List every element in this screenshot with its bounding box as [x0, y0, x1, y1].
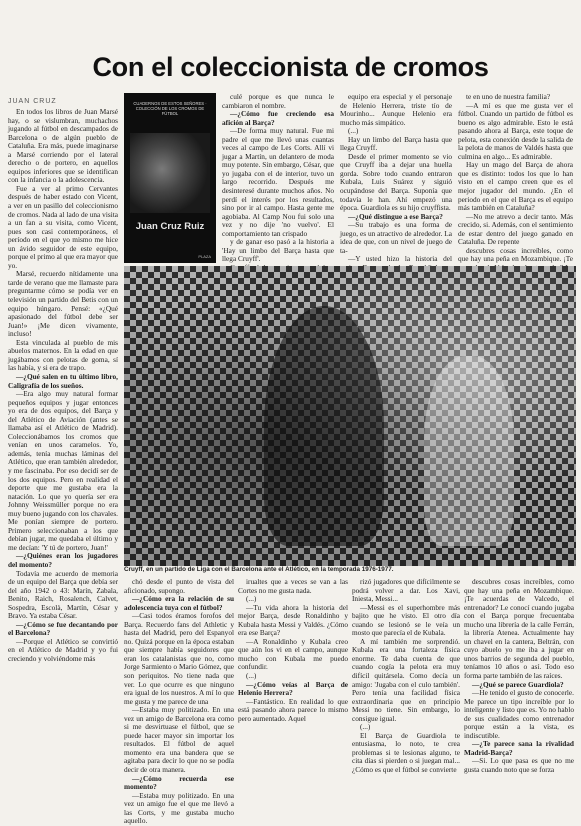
article-paragraph: —¿Cómo recuerda ese momento? — [124, 773, 234, 792]
article-paragraph: —¿Cómo se fue decantando por el Barcelona? — [8, 619, 118, 638]
article-paragraph: (...) — [246, 671, 257, 681]
article-column-3 — [124, 577, 234, 826]
article-paragraph: —¿Qué distingue a ese Barça? — [348, 211, 443, 221]
article-paragraph: (...) — [246, 594, 257, 604]
article-paragraph: Hay un mago del Barça de ahora que es distinto: todos los que lo han visto en el campo creen que es el mejor jugador del mundo. ¿En el periodo en el que el Barça es el equipo más también en Cataluña? — [458, 160, 573, 213]
player-figure-2 — [424, 356, 514, 546]
article-paragraph: —¿Qué se parece Guardiola? — [472, 679, 564, 689]
article-paragraph: —Su trabajo es una forma de juego, es un atractivo de alrededor. La idea de que, con un nivel de juego de ta- — [340, 220, 452, 255]
article-paragraph: (...) — [348, 126, 359, 136]
article-paragraph: —¿Quiénes eran los jugadores del momento? — [8, 551, 118, 569]
article-paragraph: (...) — [360, 722, 371, 732]
article-paragraph: —¿Te parece sana la rivalidad Madrid-Barça? — [464, 739, 574, 757]
article-paragraph: chó desde el punto de vista del aficionado, supongo. — [124, 577, 234, 595]
article-column-2 — [222, 93, 334, 263]
article-paragraph: —¿Cómo era la relación de su adolescencia tuya con el fútbol? — [124, 594, 234, 612]
article-paragraph: descubres cosas increíbles, como que hay una peña en Mozambique. ¡Te — [458, 245, 573, 264]
article-paragraph: —¿Cómo fue creciendo esa afición al Barça? — [222, 109, 334, 127]
article-paragraph: En todos los libros de Juan Marsé hay, o se vislumbran, muchachos jugando al fútbol en descampados de Barcelona o de algún pueblo de Cataluña. Era más, puede imaginarse a Marsé corriendo por el lateral derecho o de portero, en aquellos equipos inferiores que se identifican con la infancia o la adolescencia. — [8, 107, 118, 185]
article-paragraph: Fue a ver al primo Cervantes después de haber estado con Vicent, a ver en un pasillo del coleccionismo de cromos. Nada al lado de una visita a un fan a su visita, como Vicent, pues son casi contemporáneos, el período en el que yo mismo me hice un ávido seguidor de este equipo, porque el primo al que era mayor que yo. — [8, 183, 118, 270]
article-paragraph: A mí también me sorprendió. Kubala era una fortaleza física enorme. Te daba cuenta de que cuando cogía la pelota era muy difícil quitársela. Como decía un amigo: 'Jugaba con el culo también'. Pero tenía una facilidad física extraordinaria que en principio Messi no tiene. Sin embargo, lo consigue igual. — [352, 636, 460, 723]
article-paragraph: —De forma muy natural. Fue mi padre el que me llevó unas cuantas veces al campo de Les Corts. Allí vi jugar a Martín, un delantero de moda muy potente. Sin embargo, César, que yo jugaba con el de interior, tuvo un largo recorrido. Después me desinteresé durante muchos años. No perdí el interés por los resultados, sino por ir al campo. Hasta gente me agobiaba. Al Camp Nou fui solo una vez y no dije 'no vuelvo'. El comportamiento tan crispado — [222, 126, 334, 238]
article-paragraph: Marsé, recuerdo nítidamente una tarde de verano que me llamaste para preguntarme cómo se podía ver en televisión un partido del Betis con un equipo húngaro. Pensé: «¿Qué apasionado del fútbol debe ser Juan!» ¡Me dicen vivamente, incluso! — [8, 269, 118, 339]
book-cover — [124, 93, 216, 263]
article-paragraph: —Y usted hizo la historia del — [348, 254, 452, 264]
article-paragraph: —No me atrevo a decir tanto. Más crecido, si. Además, con el sentimiento de estar dentro del juego ganado en Cataluña. De repente — [458, 211, 573, 247]
article-paragraph: descubres cosas increíbles, como que hay una peña en Mozambique. ¡Te acuerdas de Valcedo, el entrenador? Le conocí cuando jugaba con el Barça porque frecuentaba mucho una librería de la calle Ferrán, la librería Atenea. Actualmente hay un chavel en la cantera, Beltrán, con cuyo abuelo yo me iba a jugar en unos barrios de segunda del pueblo, teníamos 10 años o así. Todo eso forma parte también de las raíces. — [464, 577, 574, 681]
article-paragraph: —He tenido el gusto de conocerle. Me parece un tipo increíble por lo inteligente y listo que es. Yo no hablo de sus cualidades como entrenador porque están a la vista, es indiscutible. — [464, 688, 574, 740]
article-column-4 — [340, 93, 452, 263]
article-paragraph: —Porque el Atlético se convirtió en el Atlético de Madrid y yo fui creciendo y volviéndome más — [8, 636, 118, 663]
byline: JUAN CRUZ — [8, 98, 57, 105]
article-column-5 — [458, 93, 573, 263]
book-cover-art — [130, 133, 210, 213]
article-paragraph: —Messi es el superhombre más bajito que he visto. El otro día cuando se lesionó se le veía un mosto que parecía el de Kubala. — [352, 602, 460, 638]
article-column-5b — [464, 578, 574, 792]
article-paragraph: El Barça de Guardiola te entusiasma, lo noto, te crea problemas si te lesionas alguno, te cita días si pierden o si juegan mal... ¿Cómo es que el fútbol se convierte — [352, 730, 460, 775]
player-figure — [264, 306, 384, 546]
photo-caption: Cruyff, en un partido de Liga con el Barcelona ante el Atlético, en la temporada 1976-1977. — [124, 566, 394, 573]
article-paragraph: —Era algo muy natural formar pequeños equipos y jugar entonces yo era de dos equipos, del Barça y del Atlético de Aviación (antes se llamaba así el Atlético de Madrid). Coleccionábamos los cromos que venían en unos caramelos. Yo, además, tenía muchas láminas del Atlético, que eran también alrededor, y me fascinaba. Por eso decidí ser de los dos equipos. Pero en realidad el deporte que me gustaba era la natación. Lo que yo quería ser era Johnny Weissmüller porque no era muy bueno jugando con los chavales. Me ponían siempre de portero. Primero seleccionaban a los que debían jugar, me quedaba el último y me decían: 'Y tú de portero, Juan!' — [8, 389, 118, 552]
article-paragraph: y de ganar eso pasó a la historia a 'Hay un limbo del Barça hasta que llega Cruyff'. — [222, 237, 334, 264]
article-paragraph: —Casi todos éramos forofos del Barça. Recuerdo fans del Athletic y hasta del Madrid, pero del Espanyol no. Quizá porque en la época estaban que siempre había seguidores que eran los catalanistas que no, como Jorge Sarmiento o Mario Gómez, que son periquitos. No tiene nada que ver. Lo que ocurre es que ninguno era igual de los nuestros. A mí lo que me gusta y me parece de una — [124, 611, 234, 706]
article-column-6 — [238, 578, 348, 792]
article-paragraph: —A mí es que me gusta ver el fútbol. Cuando un partido de fútbol es bueno es algo admirable. Esto le está pasando ahora al Barça, este toque de pelota, esta conexión desde la salida de la pelota de manos de Valdés hasta que culmina en algo... Es admirable. — [458, 100, 573, 161]
article-column-1 — [8, 108, 118, 792]
article-paragraph: Hay un limbo del Barça hasta que llega Cruyff. — [340, 134, 452, 153]
book-cover-subtitle: CUADERNOS DE ESTOS SEÑORES · COLECCIÓN DE LOS CROMOS DE FÚTBOL — [133, 101, 207, 116]
article-paragraph: rizó jugadores que difícilmente se podrá volver a dar. Los Xavi, Iniesta, Messi... — [352, 577, 460, 604]
article-paragraph: te en uno de nuestra familia? — [466, 92, 551, 101]
article-paragraph: culé porque es que nunca le cambiaron el nombre. — [222, 92, 334, 110]
article-paragraph: —¿Qué salen en tu último libro, Caligrafía de los sueños. — [8, 371, 118, 390]
article-paragraph: —Tu vida ahora la historia del mejor Barça, desde Ronaldinho y Kubala hasta Messi y Valdés. ¿Cómo era ese Barça? — [238, 602, 348, 638]
article-paragraph: Esta vinculada al pueblo de mis abuelos maternos. En la edad en que jugábamos con pelotas de goma, sí las había, y si era de trapo. — [8, 337, 118, 373]
headline: Con el coleccionista de cromos — [92, 52, 489, 82]
cruyff-photo — [124, 266, 576, 566]
article-column-7 — [352, 578, 460, 792]
article-paragraph: —Si. Lo que pasa es que no me gusta cuando noto que se forza — [464, 756, 574, 775]
article-paragraph: —Estaba muy politizado. En una vez un amigo de Barcelona era como si me desvirtuase el fútbol, que se puede hacer mayor sin importar los resultados. El fútbol de aquel momento era una bandera que se agitaba para decir lo que no se podía decir de otra manera. — [124, 705, 234, 775]
article-paragraph: Desde el primer momento se vio que Cruyff iba a dejar una huella gorda. Sobre todo cuando entraron Kubala, Luis Suárez y siguió ocupándose del Barça. Suponía que todavía le han. Ahí empezó una época. Guardiola es su hijo cruyffista. — [340, 151, 452, 213]
article-paragraph: Todavía me acuerdo de memoria de un equipo del Barça que debía ser del año 1942 o 43: Marín, Zabala, Benito, Raich, Rosalench, Calvet, Sospedra, Escolà, Martín, César y Bravo. Ya estaba César. — [8, 568, 118, 621]
article-paragraph: —A Ronaldinho y Kubala creo que aún los vi en el campo, aunque mucho con Kubala me puedo confundir. — [238, 636, 348, 672]
book-cover-author: Juan Cruz Ruiz — [135, 221, 205, 232]
article-paragraph: equipo era especial y el personaje de Helenio Herrera, triste tío de Mourinho... Aunque Helenio era mucho más simpático. — [340, 92, 452, 127]
article-paragraph: irualtes que a veces se van a las Cortes no me gusta nada. — [238, 577, 348, 595]
article-paragraph: —¿Cómo veías al Barça de Helenio Herrera? — [238, 679, 348, 698]
book-cover-publisher: PLAZA — [198, 254, 211, 259]
article-paragraph: —Estaba muy politizado. En una vez un amigo fue el que me llevó a las Corts, y me gustaba mucho aquello. — [124, 790, 234, 826]
article-paragraph: —Fantástico. En realidad lo que está pasando ahora parece lo mismo pero aumentado. Aquel — [238, 696, 348, 723]
